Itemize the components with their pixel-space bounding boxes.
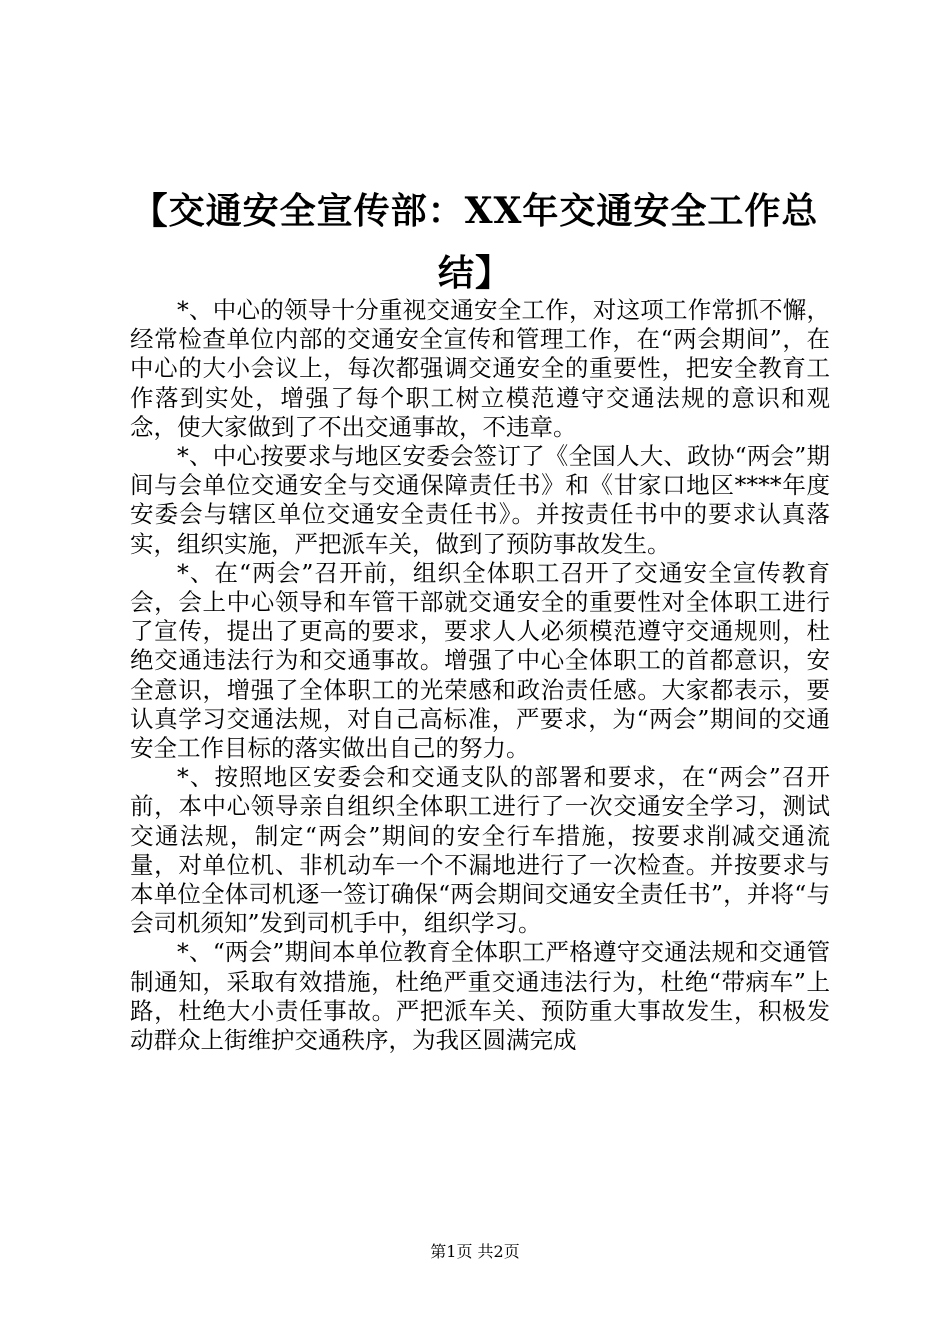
- document-title: 【交通安全宣传部：XX年交通安全工作总结】: [131, 190, 819, 294]
- paragraph: *、按照地区安委会和交通支队的部署和要求，在“两会”召开前，本中心领导亲自组织全体职工进行了一次交通安全学习，测试交通法规，制定“两会”期间的安全行车措施，按要求削减交通流量，对单位机、非机动车一个不漏地进行了一次检查。并按要求与本单位全体司机逐一签订确保“两会期间交通安全责任书”，并将“与会司机须知”发到司机手中，组织学习。: [130, 763, 830, 938]
- document-body: [130, 296, 830, 1055]
- paragraph: *、在“两会”召开前，组织全体职工召开了交通安全宣传教育会，会上中心领导和车管干部就交通安全的重要性对全体职工进行了宣传，提出了更高的要求，要求人人必须模范遵守交通规则，杜绝交通违法行为和交通事故。增强了中心全体职工的首都意识，安全意识，增强了全体职工的光荣感和政治责任感。大家都表示，要认真学习交通法规，对自己高标准，严要求，为“两会”期间的交通安全工作目标的落实做出自己的努力。: [130, 558, 830, 763]
- paragraph: *、中心的领导十分重视交通安全工作，对这项工作常抓不懈，经常检查单位内部的交通安全宣传和管理工作，在“两会期间”，在中心的大小会议上，每次都强调交通安全的重要性，把安全教育工作落到实处，增强了每个职工树立模范遵守交通法规的意识和观念，使大家做到了不出交通事故，不违章。: [130, 296, 830, 441]
- paragraph: *、中心按要求与地区安委会签订了《全国人大、政协“两会”期间与会单位交通安全与交通保障责任书》和《甘家口地区****年度安委会与辖区单位交通安全责任书》。并按责任书中的要求认真落实，组织实施，严把派车关，做到了预防事故发生。: [130, 442, 830, 558]
- paragraph: *、“两会”期间本单位教育全体职工严格遵守交通法规和交通管制通知，采取有效措施，杜绝严重交通违法行为，杜绝“带病车”上路，杜绝大小责任事故。严把派车关、预防重大事故发生，积极发动群众上街维护交通秩序，为我区圆满完成: [130, 938, 830, 1055]
- page-number-footer: 第1页 共2页: [430, 1242, 520, 1261]
